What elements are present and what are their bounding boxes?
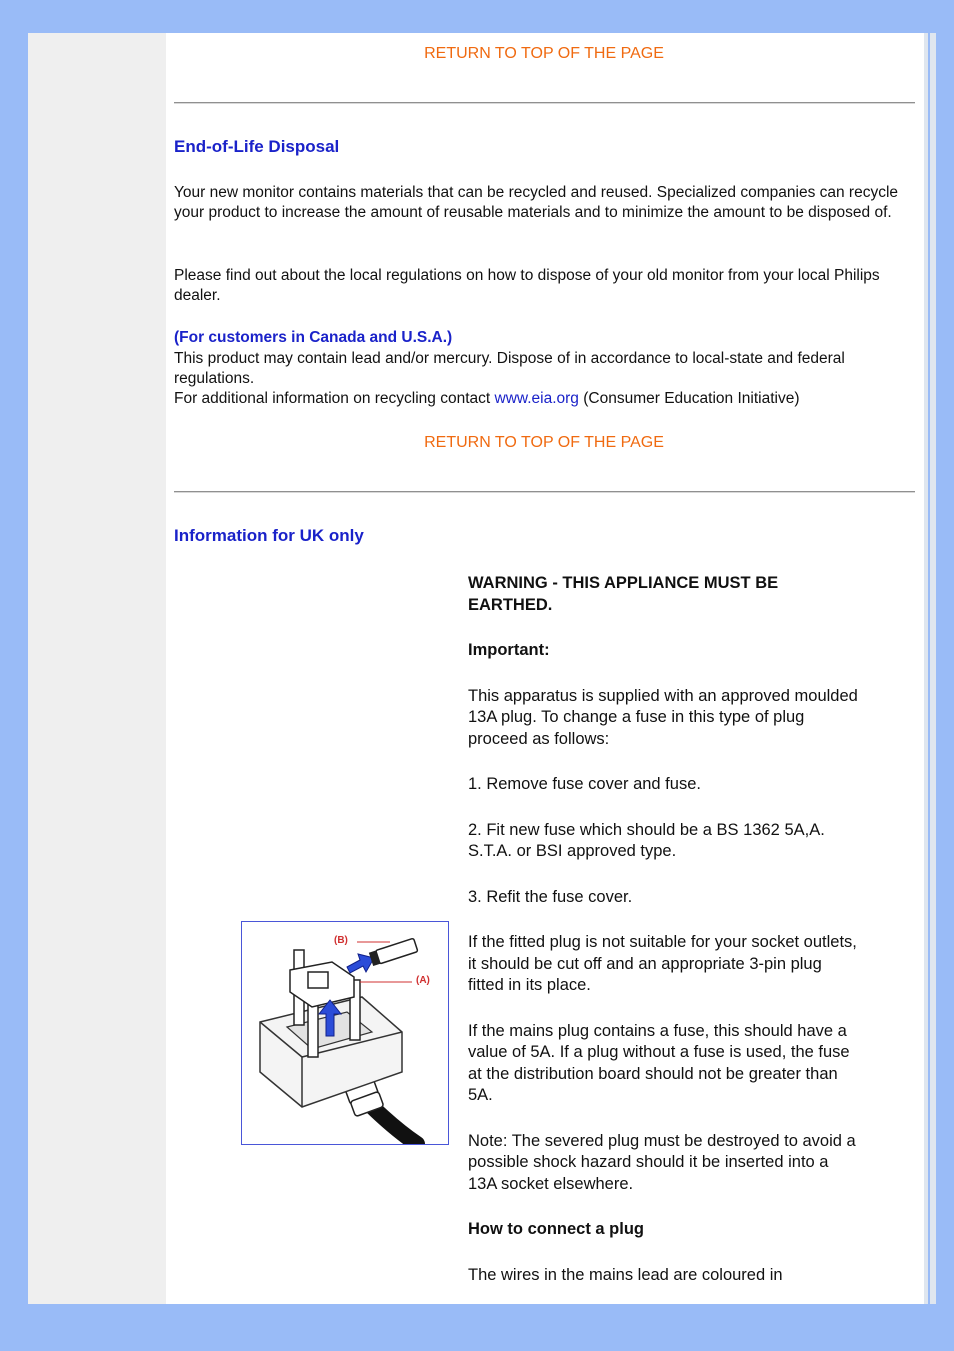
canada-line-2-pre: For additional information on recycling contact	[174, 390, 495, 407]
uk-note: Note: The severed plug must be destroyed to avoid a possible shock hazard should it be inserted into a 13A socket elsewhere.	[468, 1131, 856, 1193]
figure-label-b: (B)	[334, 935, 348, 946]
eol-paragraph-1: Your new monitor contains materials that can be recycled and reused. Specialized companies can recycle your product to increase the amount of reusable materials and to minimize the amount to be disposed of.	[174, 184, 899, 221]
eol-paragraph-2: Please find out about the local regulations on how to dispose of your old monitor from your local Philips dealer.	[174, 267, 880, 304]
plug-drawing	[242, 922, 448, 1144]
uk-step-3: 3. Refit the fuse cover.	[468, 887, 633, 906]
uk-connect-heading: How to connect a plug	[468, 1220, 644, 1238]
plug-fuse-illustration	[241, 921, 449, 1145]
canada-paragraph	[174, 349, 909, 409]
page-frame	[28, 33, 924, 1304]
figure-label-a: (A)	[416, 975, 430, 986]
uk-step-2: 2. Fit new fuse which should be a BS 1362 5A,A. S.T.A. or BSI approved type.	[468, 820, 825, 860]
scrollbar-track-right	[930, 33, 936, 1304]
uk-warning: WARNING - THIS APPLIANCE MUST BE EARTHED.	[468, 574, 779, 614]
eia-link[interactable]: www.eia.org	[494, 390, 579, 407]
uk-intro: This apparatus is supplied with an approved moulded 13A plug. To change a fuse in this type of plug proceed as follows:	[468, 686, 858, 748]
divider-2	[174, 491, 915, 493]
uk-important: Important:	[468, 641, 550, 659]
uk-heading: Information for UK only	[174, 526, 364, 545]
return-to-top-link-2[interactable]: RETURN TO TOP OF THE PAGE	[424, 434, 664, 451]
uk-step-1: 1. Remove fuse cover and fuse.	[468, 775, 701, 793]
return-to-top-link-1[interactable]: RETURN TO TOP OF THE PAGE	[424, 45, 664, 62]
uk-instructions-column	[468, 573, 860, 1304]
divider-1	[174, 102, 915, 104]
uk-fuse-value: If the mains plug contains a fuse, this should have a value of 5A. If a plug without a fuse is used, the fuse at the distribution board should not be greater than 5A.	[468, 1021, 850, 1104]
canada-heading: (For customers in Canada and U.S.A.)	[174, 329, 453, 346]
eol-heading: End-of-Life Disposal	[174, 137, 340, 156]
uk-unsuitable-plug: If the fitted plug is not suitable for your socket outlets, it should be cut off and an appropriate 3-pin plug fitted in its place.	[468, 933, 857, 994]
uk-wires: The wires in the mains lead are coloured in	[468, 1265, 783, 1284]
canada-line-2-post: (Consumer Education Initiative)	[578, 390, 800, 407]
scrollbar-track-left	[924, 33, 928, 1304]
canada-line-1: This product may contain lead and/or mercury. Dispose of in accordance to local-state and federal regulations.	[174, 350, 845, 387]
left-margin-column	[28, 33, 166, 1304]
